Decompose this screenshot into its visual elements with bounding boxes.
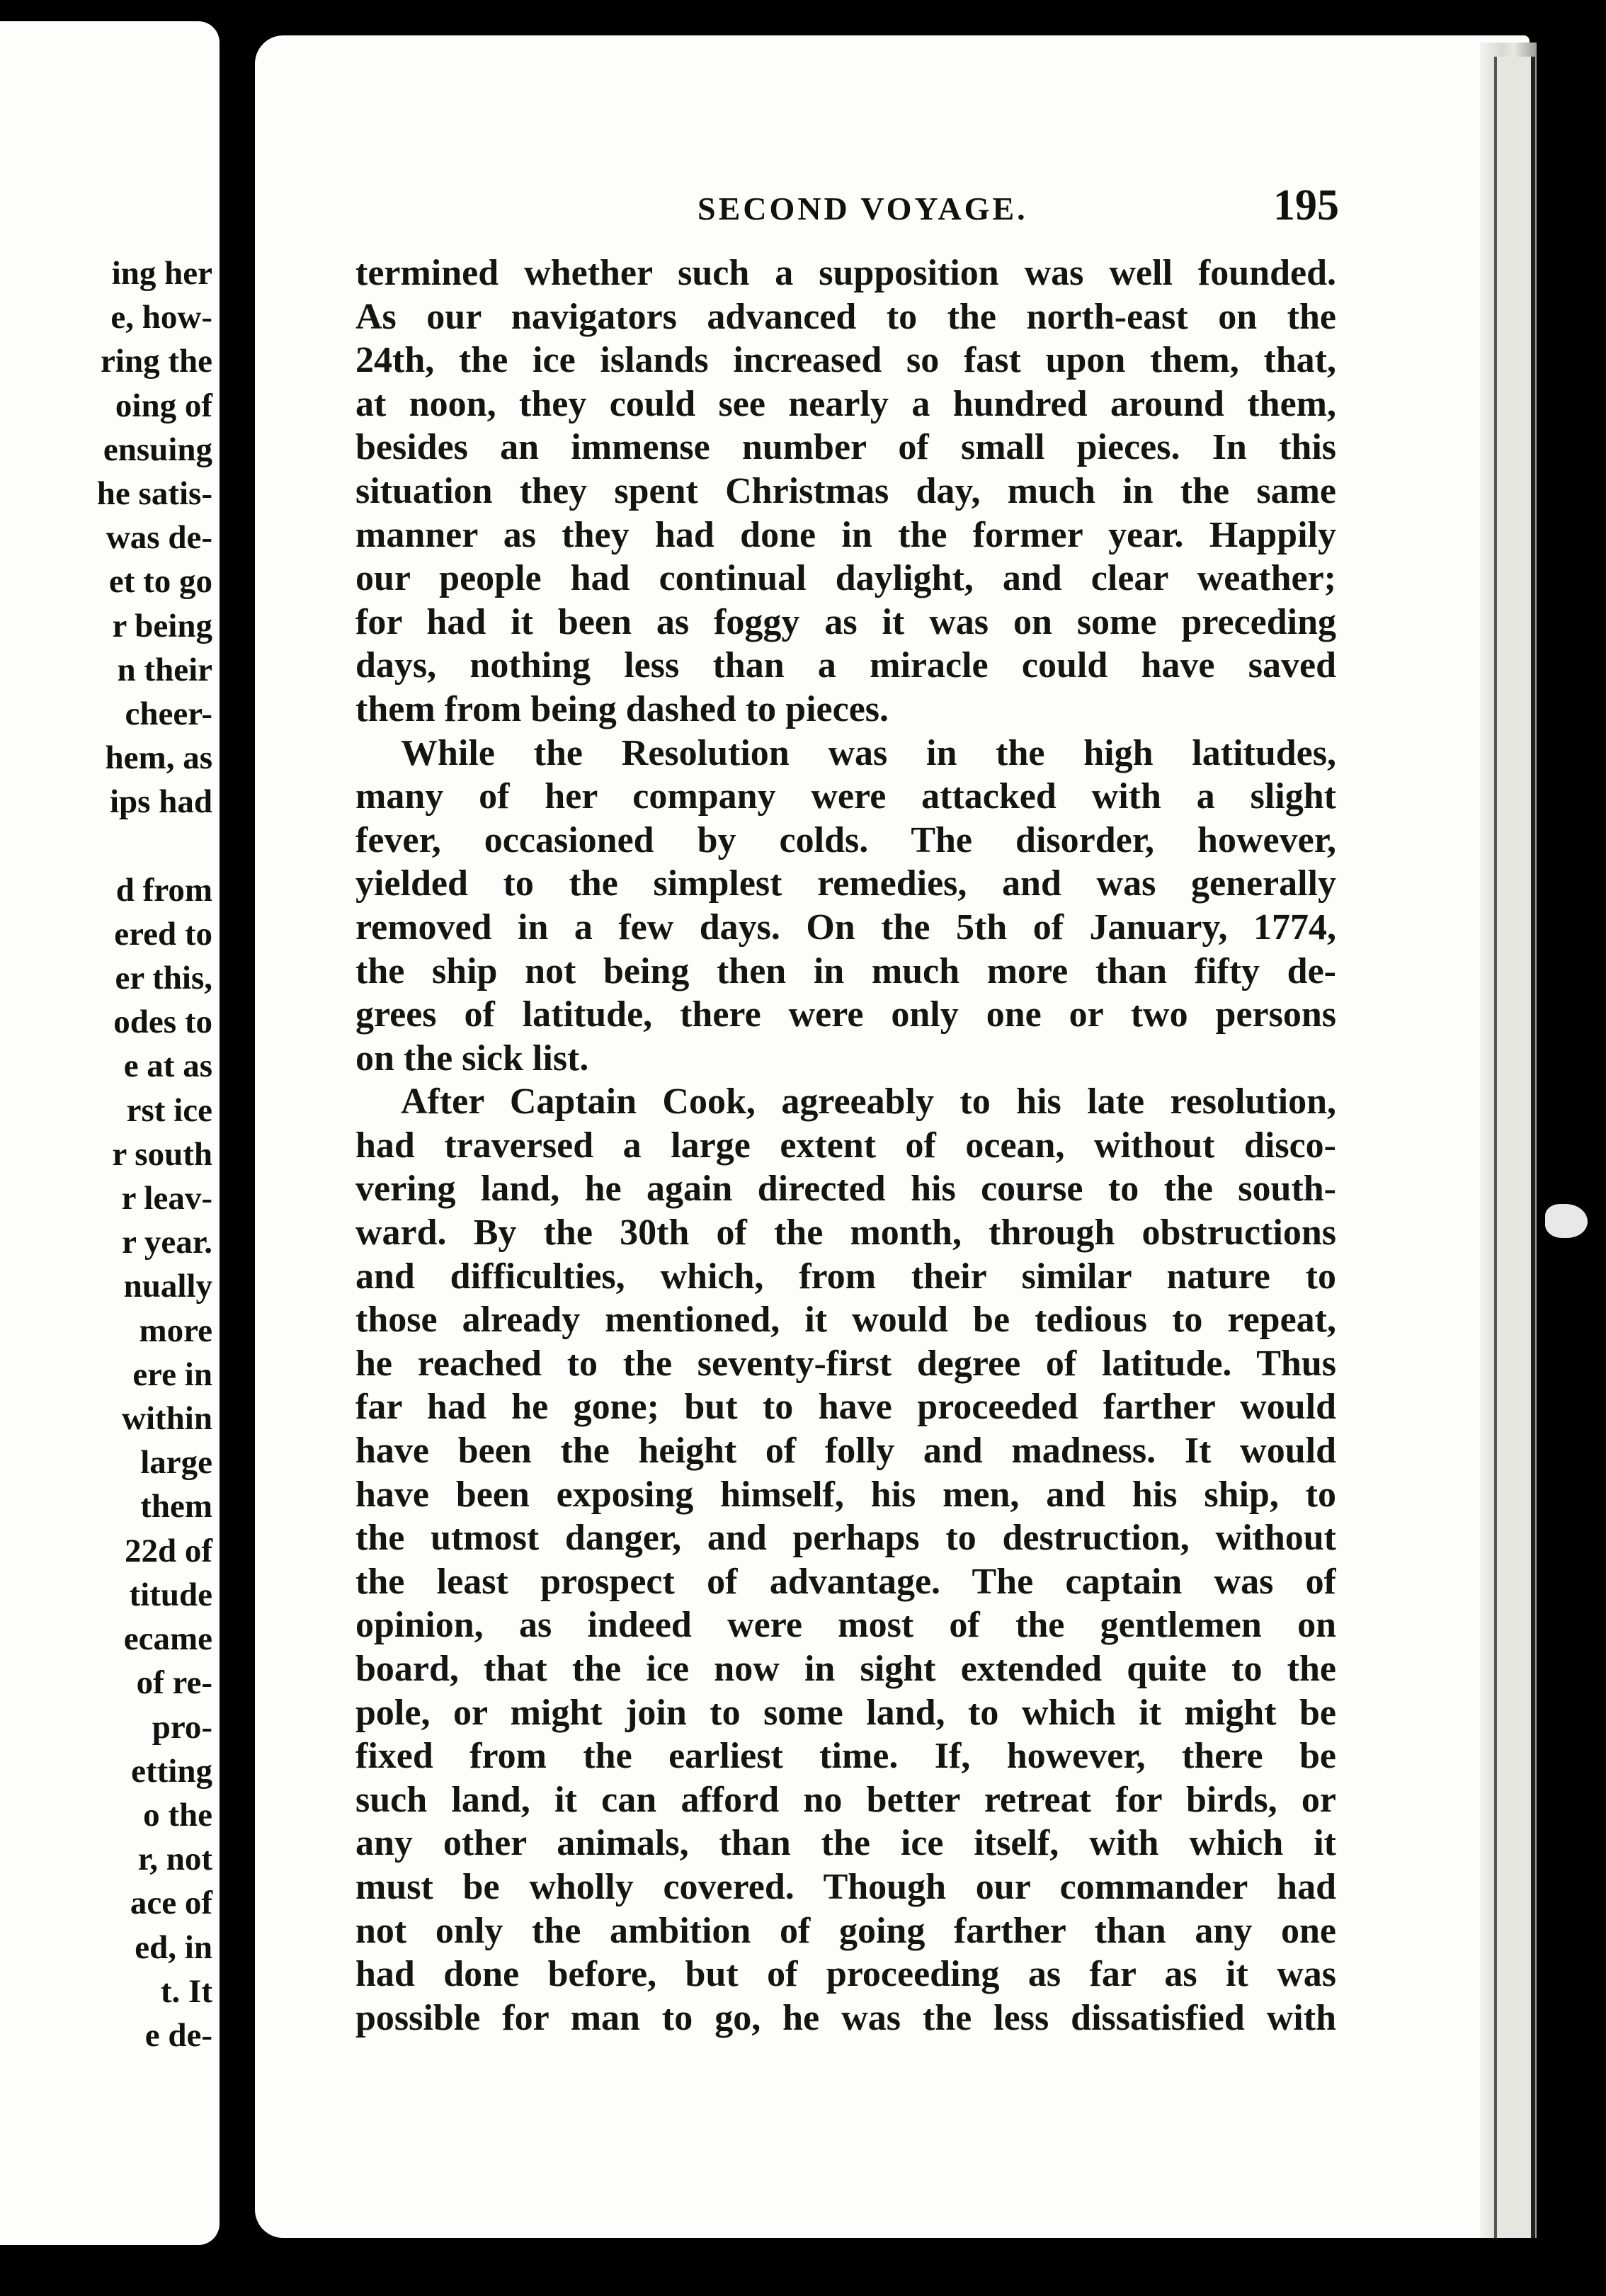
left-page-line: e de- xyxy=(144,2016,212,2054)
left-page-line: ring the xyxy=(101,343,212,380)
left-page-line: was de- xyxy=(106,519,212,557)
left-facing-page xyxy=(0,21,220,2245)
left-page-line: r being xyxy=(112,607,212,644)
text-line: far had he gone; but to have proceeded farther would xyxy=(355,1387,1336,1428)
text-line: While the Resolution was in the high latitudes, xyxy=(401,732,1336,773)
left-page-line: hem, as xyxy=(105,739,212,777)
text-line: manner as they had done in the former year. Happily xyxy=(355,514,1336,555)
text-line: many of her company were attacked with a slight xyxy=(355,776,1336,817)
left-page-line: nually xyxy=(123,1268,212,1305)
left-page-line: within xyxy=(122,1400,212,1438)
text-line: and difficulties, which, from their similar nature to xyxy=(355,1256,1336,1297)
left-page-line: ing her xyxy=(111,255,212,292)
left-page-line: r, not xyxy=(137,1841,212,1878)
text-line: vering land, he again directed his course to the south- xyxy=(355,1169,1336,1210)
left-page-line: rst ice xyxy=(126,1091,212,1129)
left-page-line: ace of xyxy=(130,1885,212,1922)
text-line: have been the height of folly and madness. It would xyxy=(355,1431,1336,1472)
left-page-line: pro- xyxy=(152,1708,212,1746)
text-line: besides an immense number of small pieces. In this xyxy=(355,427,1336,468)
text-line: possible for man to go, he was the less dissatisfied with xyxy=(355,1997,1336,2038)
text-line: such land, it can afford no better retreat for birds, or xyxy=(355,1779,1336,1820)
text-line: After Captain Cook, agreeably to his late resolution, xyxy=(401,1081,1336,1123)
left-page-line: r south xyxy=(112,1135,212,1173)
text-line: fixed from the earliest time. If, however, there be xyxy=(355,1736,1336,1777)
text-line: must be wholly covered. Though our commander had xyxy=(355,1866,1336,1907)
text-line: fever, occasioned by colds. The disorder, however, xyxy=(355,819,1336,860)
left-page-line: more xyxy=(139,1312,212,1349)
text-line: those already mentioned, it would be tedious to repeat, xyxy=(355,1300,1336,1341)
text-line: the ship not being then in much more than fifty de- xyxy=(355,950,1336,991)
left-page-line: titude xyxy=(129,1576,212,1613)
text-line: them from being dashed to pieces. xyxy=(355,688,889,729)
book-edge xyxy=(1494,57,1535,2238)
text-line: not only the ambition of going farther than any one xyxy=(355,1910,1336,1951)
text-line: had traversed a large extent of ocean, without disco- xyxy=(355,1125,1336,1166)
left-page-line: d from xyxy=(115,871,212,909)
left-page-line: o the xyxy=(143,1796,212,1834)
left-page-line: r leav- xyxy=(121,1180,212,1217)
left-page-line: oing of xyxy=(115,387,212,424)
body-text xyxy=(355,251,1336,2040)
left-page-line: large xyxy=(140,1444,212,1482)
text-line: he reached to the seventy-first degree of latitude. Thus xyxy=(355,1343,1336,1384)
left-page-line xyxy=(97,824,212,868)
left-page-line: 22d of xyxy=(124,1532,212,1569)
running-head: SECOND VOYAGE. xyxy=(697,191,1028,227)
left-page-line: cheer- xyxy=(125,695,212,733)
text-line: ward. By the 30th of the month, through obstructions xyxy=(355,1212,1336,1254)
text-line: at noon, they could see nearly a hundred around them, xyxy=(355,383,1336,424)
text-line: grees of latitude, there were only one or two persons xyxy=(355,994,1336,1035)
left-page-line: of re- xyxy=(136,1664,212,1702)
text-line: As our navigators advanced to the north-east on the xyxy=(355,296,1336,337)
left-page-line: them xyxy=(140,1488,212,1525)
left-page-line: he satis- xyxy=(96,475,212,513)
left-page-line: odes to xyxy=(113,1004,212,1041)
text-line: removed in a few days. On the 5th of January, 1774, xyxy=(355,907,1336,948)
left-page-line: ered to xyxy=(114,915,212,953)
text-line: any other animals, than the ice itself, with which it xyxy=(355,1823,1336,1864)
left-page-line: ecame xyxy=(123,1620,212,1658)
text-line: the least prospect of advantage. The captain was of xyxy=(355,1561,1336,1602)
left-page-line: et to go xyxy=(108,563,212,601)
left-page-line: ed, in xyxy=(135,1928,212,1966)
text-line: termined whether such a supposition was well founded. xyxy=(355,253,1336,293)
text-line: pole, or might join to some land, to which it might be xyxy=(355,1692,1336,1733)
text-line: for had it been as foggy as it was on some preceding xyxy=(355,601,1336,642)
paper-fragment xyxy=(1545,1204,1588,1238)
text-line: board, that the ice now in sight extended quite to the xyxy=(355,1649,1336,1689)
text-line: had done before, but of proceeding as far as it was xyxy=(355,1954,1336,1995)
text-line: opinion, as indeed were most of the gentlemen on xyxy=(355,1605,1336,1646)
text-line: situation they spent Christmas day, much in the same xyxy=(355,470,1336,511)
left-page-line: n their xyxy=(117,651,212,688)
left-page-line: etting xyxy=(131,1752,212,1790)
page-number: 195 xyxy=(1273,181,1339,229)
left-page-text xyxy=(97,251,212,2057)
left-page-line: t. It xyxy=(160,1972,212,2010)
left-page-line: e, how- xyxy=(110,299,212,336)
text-line: 24th, the ice islands increased so fast upon them, that, xyxy=(355,340,1336,381)
text-line: on the sick list. xyxy=(355,1038,589,1079)
left-page-line: ere in xyxy=(132,1356,212,1393)
left-page-line: er this, xyxy=(115,960,212,997)
text-line: the utmost danger, and perhaps to destruction, without xyxy=(355,1518,1336,1559)
left-page-line: r year. xyxy=(122,1224,212,1261)
left-page-line: ips had xyxy=(109,783,212,821)
text-line: have been exposing himself, his men, and his ship, to xyxy=(355,1474,1336,1515)
left-page-line: ensuing xyxy=(103,431,212,468)
text-line: our people had continual daylight, and clear weather; xyxy=(355,558,1336,599)
text-line: yielded to the simplest remedies, and was generally xyxy=(355,863,1336,904)
text-line: days, nothing less than a miracle could have saved xyxy=(355,645,1336,686)
left-page-line: e at as xyxy=(123,1047,212,1085)
